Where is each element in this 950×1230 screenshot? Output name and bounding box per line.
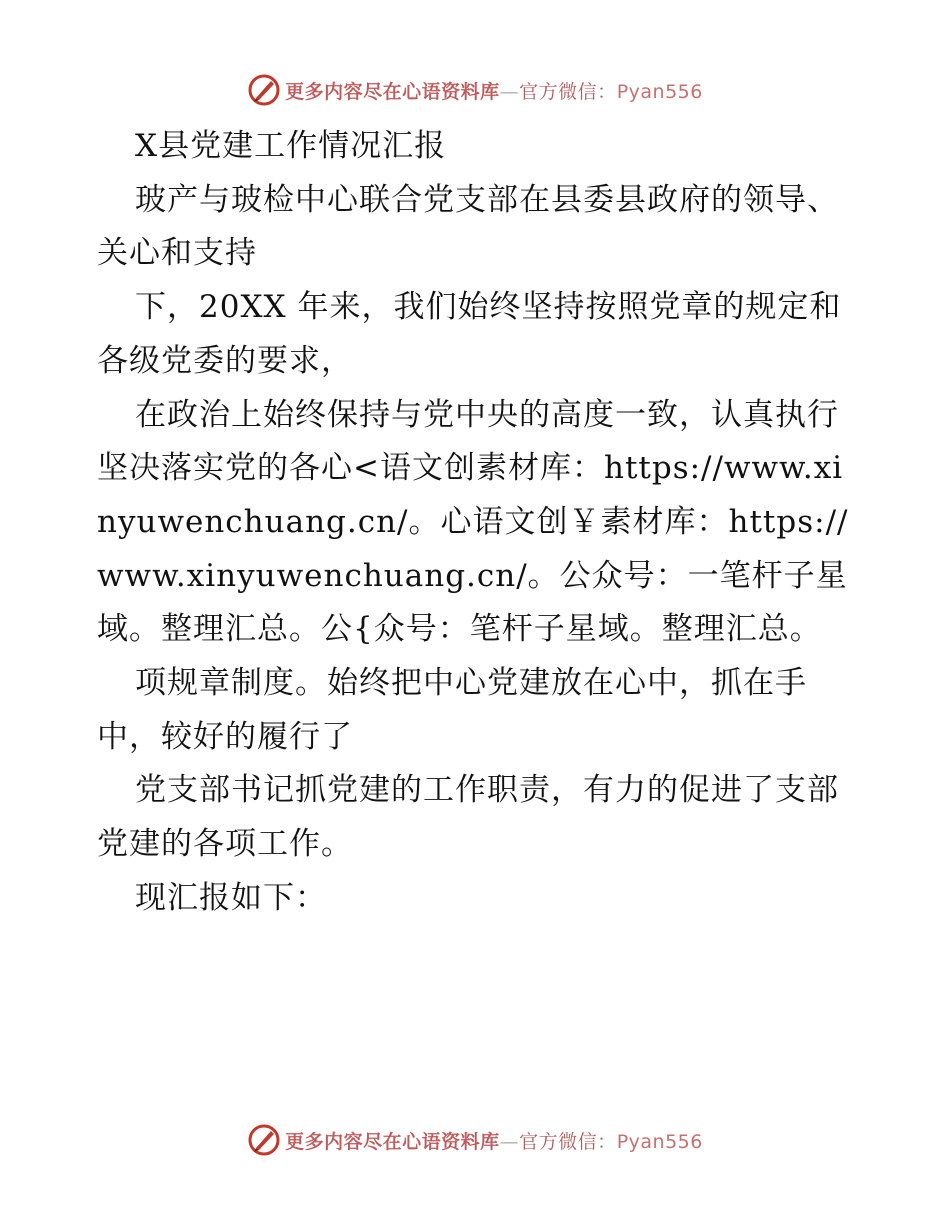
paragraph: 玻产与玻检中心联合党支部在县委县政府的领导、关心和支持 (97, 181, 839, 272)
paragraph: 现汇报如下： (135, 879, 327, 916)
paragraph: 在政治上始终保持与党中央的高度一致，认真执行坚决落实党的各心<语文创素材库：https://www.xinyuwenchuang.cn/。心语文创￥素材库：https://www.xinyuwenchuang.cn/。公众号：一笔杆子星域。整理汇总。公{众号：笔杆子星域。整理汇总。 (97, 396, 849, 648)
pen-logo-icon (247, 73, 281, 107)
pen-logo-icon (247, 1123, 281, 1157)
header-watermark (0, 70, 950, 110)
paragraph: 党支部书记抓党建的工作职责，有力的促进了支部党建的各项工作。 (97, 772, 839, 863)
document-body (97, 120, 855, 926)
watermark-separator: — (499, 1130, 520, 1153)
document-title: X县党建工作情况汇报 (135, 128, 447, 164)
watermark-wechat-label: 官方微信： (519, 1130, 617, 1153)
watermark-separator: — (499, 80, 520, 103)
watermark-brand: 更多内容尽在心语资料库 (285, 80, 500, 103)
watermark-brand: 更多内容尽在心语资料库 (285, 1130, 500, 1153)
watermark-wechat-id: Pyan556 (616, 1130, 703, 1153)
watermark-wechat-label: 官方微信： (519, 80, 617, 103)
footer-watermark (0, 1120, 950, 1160)
paragraph: 下，20XX 年来，我们始终坚持按照党章的规定和各级党委的要求， (97, 289, 842, 379)
paragraph: 项规章制度。始终把中心党建放在心中，抓在手中，较好的履行了 (97, 665, 807, 755)
watermark-wechat-id: Pyan556 (616, 80, 703, 103)
